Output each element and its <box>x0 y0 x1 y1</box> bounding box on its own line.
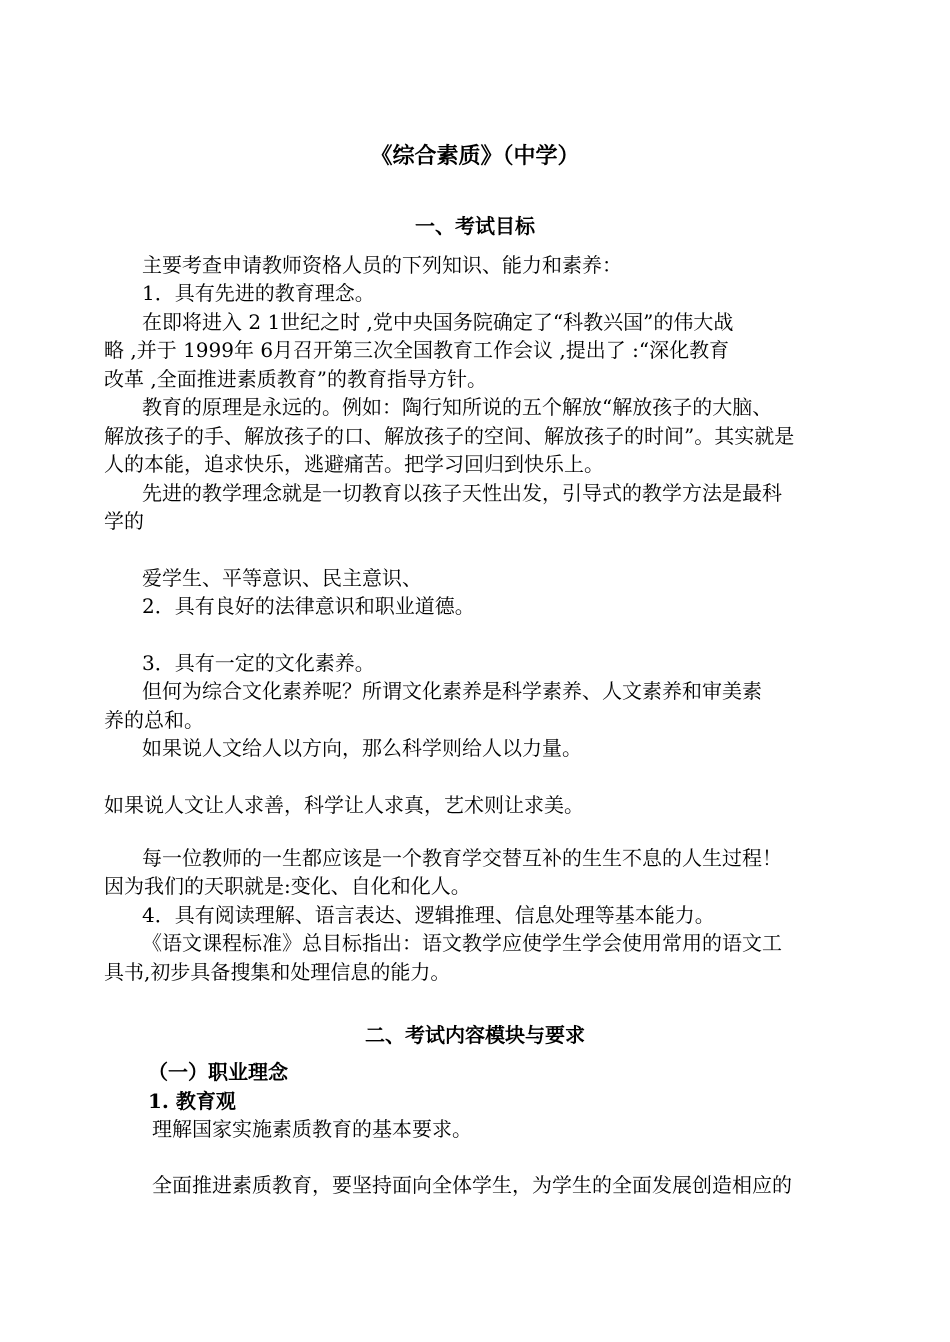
paragraph-line: 在即将进入 2 1世纪之时 ,党中央国务院确定了“科教兴国”的伟大战 <box>142 310 734 334</box>
paragraph-line: 《语文课程标准》总目标指出：语文教学应使学生学会使用常用的语文工 <box>142 931 782 955</box>
paragraph-line: 学的 <box>104 509 144 533</box>
section2-heading: 二、考试内容模块与要求 <box>365 1023 585 1047</box>
paragraph: 理解国家实施素质教育的基本要求。 <box>152 1117 472 1141</box>
section1-heading: 一、考试目标 <box>415 214 535 238</box>
paragraph-line: 人的本能，追求快乐，逃避痛苦。把学习回归到快乐上。 <box>104 452 604 476</box>
list-item: 2．具有良好的法律意识和职业道德。 <box>142 594 475 618</box>
paragraph-line: 每一位教师的一生都应该是一个教育学交替互补的生生不息的人生过程！ <box>142 846 782 870</box>
paragraph-line: 先进的教学理念就是一切教育以孩子天性出发，引导式的教学方法是最科 <box>142 481 782 505</box>
paragraph: 全面推进素质教育，要坚持面向全体学生，为学生的全面发展创造相应的 <box>152 1173 792 1197</box>
paragraph-line: 略 ,并于 1999年 6月召开第三次全国教育工作会议 ,提出了 :“深化教育 <box>104 338 730 362</box>
paragraph: 如果说人文让人求善，科学让人求真，艺术则让求美。 <box>104 793 584 817</box>
paragraph: 爱学生、平等意识、民主意识、 <box>142 566 422 590</box>
paragraph: 主要考查申请教师资格人员的下列知识、能力和素养： <box>142 253 622 277</box>
paragraph-line: 解放孩子的手、解放孩子的口、解放孩子的空间、解放孩子的时间”。其实就是 <box>104 424 795 448</box>
list-item: 3．具有一定的文化素养。 <box>142 651 375 675</box>
paragraph-line: 教育的原理是永远的。例如：陶行知所说的五个解放“解放孩子的大脑、 <box>142 395 773 419</box>
list-item: 1．具有先进的教育理念。 <box>142 281 375 305</box>
subsection-heading: （一）职业理念 <box>148 1060 288 1084</box>
subsection-heading: 1. 教育观 <box>148 1089 236 1113</box>
paragraph-line: 具书,初步具备搜集和处理信息的能力。 <box>104 960 451 984</box>
paragraph-line: 养的总和。 <box>104 708 204 732</box>
document-title: 《综合素质》（中学） <box>370 143 580 169</box>
paragraph-line: 但何为综合文化素养呢？所谓文化素养是科学素养、人文素养和审美素 <box>142 679 762 703</box>
paragraph-line: 改革 ,全面推进素质教育”的教育指导方针。 <box>104 367 487 391</box>
paragraph-line: 因为我们的天职就是:变化、自化和化人。 <box>104 874 471 898</box>
paragraph: 如果说人文给人以方向，那么科学则给人以力量。 <box>142 736 582 760</box>
list-item: 4．具有阅读理解、语言表达、逻辑推理、信息处理等基本能力。 <box>142 903 715 927</box>
